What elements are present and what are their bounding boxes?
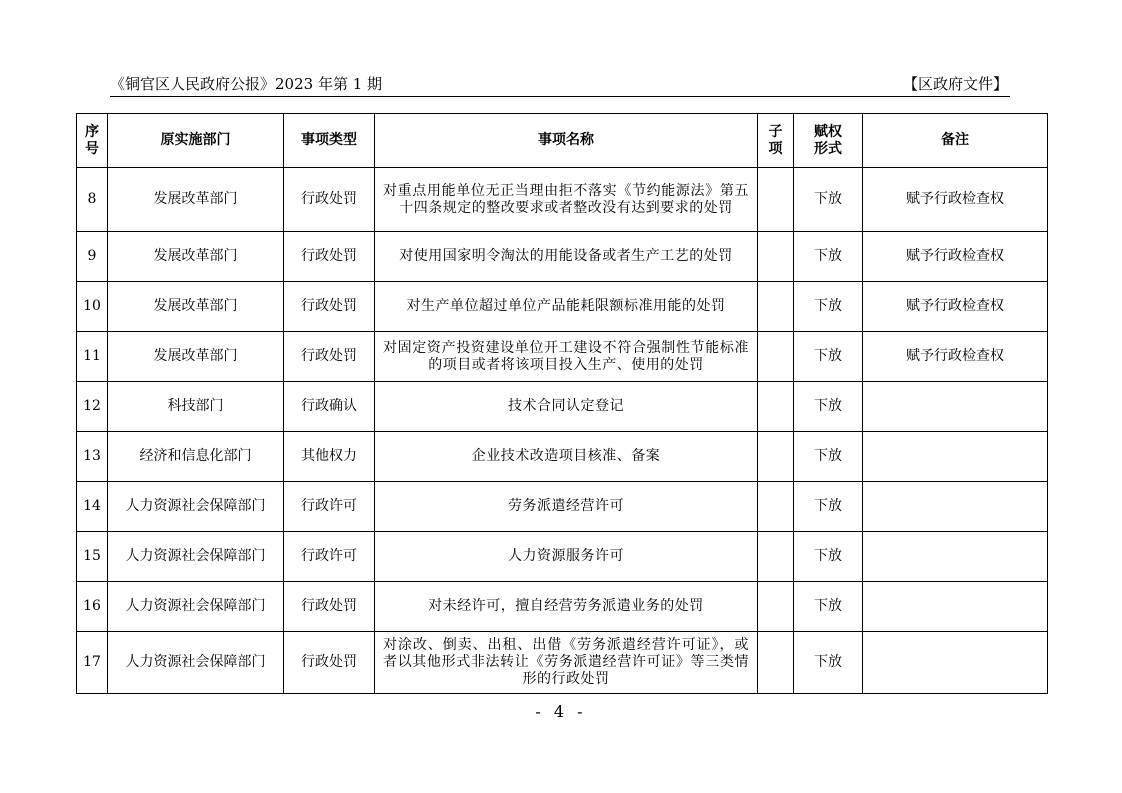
- page-number: - 4 -: [535, 702, 587, 721]
- table-cell-no: 16: [77, 582, 108, 632]
- table-cell-no: 10: [77, 282, 108, 332]
- col-header-form: 赋权形式: [794, 114, 863, 168]
- table-cell-form: 下放: [794, 482, 863, 532]
- table-cell-sub: [758, 432, 794, 482]
- table-cell-no: 12: [77, 382, 108, 432]
- table-cell-no: 8: [77, 168, 108, 232]
- table-cell-note: 赋予行政检查权: [863, 168, 1048, 232]
- table-cell-form: 下放: [794, 168, 863, 232]
- table-cell-name: 对生产单位超过单位产品能耗限额标准用能的处罚: [375, 282, 758, 332]
- table-row: [77, 282, 1048, 332]
- table-cell-no: 17: [77, 632, 108, 694]
- table-cell-sub: [758, 382, 794, 432]
- table-cell-form: 下放: [794, 282, 863, 332]
- table-cell-type: 行政处罚: [284, 332, 375, 382]
- table-cell-dept: 人力资源社会保障部门: [108, 532, 284, 582]
- table-cell-note: [863, 582, 1048, 632]
- table-row: [77, 382, 1048, 432]
- table-cell-type: 行政许可: [284, 482, 375, 532]
- table-row: [77, 432, 1048, 482]
- table-cell-sub: [758, 632, 794, 694]
- table-row: [77, 168, 1048, 232]
- table-cell-name: 对重点用能单位无正当理由拒不落实《节约能源法》第五十四条规定的整改要求或者整改没有达到要求的处罚: [375, 168, 758, 232]
- table-cell-form: 下放: [794, 382, 863, 432]
- table-header-row: [77, 114, 1048, 168]
- table-cell-form: 下放: [794, 432, 863, 482]
- table-cell-name: 对固定资产投资建设单位开工建设不符合强制性节能标准的项目或者将该项目投入生产、使用的处罚: [375, 332, 758, 382]
- table-cell-form: 下放: [794, 532, 863, 582]
- table-cell-note: [863, 632, 1048, 694]
- table-cell-name: 劳务派遣经营许可: [375, 482, 758, 532]
- table-cell-type: 行政处罚: [284, 168, 375, 232]
- table-row: [77, 582, 1048, 632]
- col-header-dept: 原实施部门: [108, 114, 284, 168]
- table-cell-name: 对涂改、倒卖、出租、出借《劳务派遣经营许可证》，或者以其他形式非法转让《劳务派遣经营许可证》等三类情形的行政处罚: [375, 632, 758, 694]
- table-cell-note: [863, 432, 1048, 482]
- table-cell-form: 下放: [794, 582, 863, 632]
- table-cell-dept: 人力资源社会保障部门: [108, 632, 284, 694]
- table-cell-dept: 发展改革部门: [108, 232, 284, 282]
- col-header-sub: 子项: [758, 114, 794, 168]
- table-cell-type: 其他权力: [284, 432, 375, 482]
- table-cell-no: 15: [77, 532, 108, 582]
- table-cell-note: [863, 482, 1048, 532]
- table-cell-form: 下放: [794, 232, 863, 282]
- table-cell-note: 赋予行政检查权: [863, 232, 1048, 282]
- items-table: [76, 113, 1048, 694]
- table-cell-name: 对未经许可，擅自经营劳务派遣业务的处罚: [375, 582, 758, 632]
- table-cell-form: 下放: [794, 332, 863, 382]
- col-header-seq: 序号: [77, 114, 108, 168]
- table-cell-type: 行政处罚: [284, 632, 375, 694]
- table-cell-no: 11: [77, 332, 108, 382]
- col-header-name: 事项名称: [375, 114, 758, 168]
- table-cell-no: 13: [77, 432, 108, 482]
- col-header-note: 备注: [863, 114, 1048, 168]
- col-header-type: 事项类型: [284, 114, 375, 168]
- section-label: 【区政府文件】: [902, 75, 1008, 93]
- page-header: [110, 76, 1010, 97]
- table-cell-sub: [758, 582, 794, 632]
- table-cell-type: 行政确认: [284, 382, 375, 432]
- table-cell-sub: [758, 332, 794, 382]
- table-cell-dept: 发展改革部门: [108, 282, 284, 332]
- table-cell-dept: 发展改革部门: [108, 332, 284, 382]
- table-row: [77, 332, 1048, 382]
- table-cell-form: 下放: [794, 632, 863, 694]
- table-cell-name: 对使用国家明令淘汰的用能设备或者生产工艺的处罚: [375, 232, 758, 282]
- table-cell-dept: 人力资源社会保障部门: [108, 582, 284, 632]
- table-cell-dept: 经济和信息化部门: [108, 432, 284, 482]
- table-cell-type: 行政许可: [284, 532, 375, 582]
- table-cell-name: 人力资源服务许可: [375, 532, 758, 582]
- table-cell-type: 行政处罚: [284, 282, 375, 332]
- gazette-title: 《铜官区人民政府公报》2023 年第 1 期: [110, 75, 383, 93]
- table-cell-type: 行政处罚: [284, 232, 375, 282]
- table-cell-name: 企业技术改造项目核准、备案: [375, 432, 758, 482]
- table-cell-sub: [758, 282, 794, 332]
- table-row: [77, 532, 1048, 582]
- table-cell-no: 9: [77, 232, 108, 282]
- table-cell-sub: [758, 532, 794, 582]
- table-cell-note: 赋予行政检查权: [863, 282, 1048, 332]
- table-cell-note: [863, 382, 1048, 432]
- table-cell-note: 赋予行政检查权: [863, 332, 1048, 382]
- table-cell-dept: 人力资源社会保障部门: [108, 482, 284, 532]
- table-cell-type: 行政处罚: [284, 582, 375, 632]
- table-cell-dept: 科技部门: [108, 382, 284, 432]
- table-cell-sub: [758, 232, 794, 282]
- table-cell-dept: 发展改革部门: [108, 168, 284, 232]
- table-cell-note: [863, 532, 1048, 582]
- table-row: [77, 632, 1048, 694]
- table-cell-name: 技术合同认定登记: [375, 382, 758, 432]
- table-cell-sub: [758, 482, 794, 532]
- table-cell-no: 14: [77, 482, 108, 532]
- table-cell-sub: [758, 168, 794, 232]
- table-row: [77, 482, 1048, 532]
- table-row: [77, 232, 1048, 282]
